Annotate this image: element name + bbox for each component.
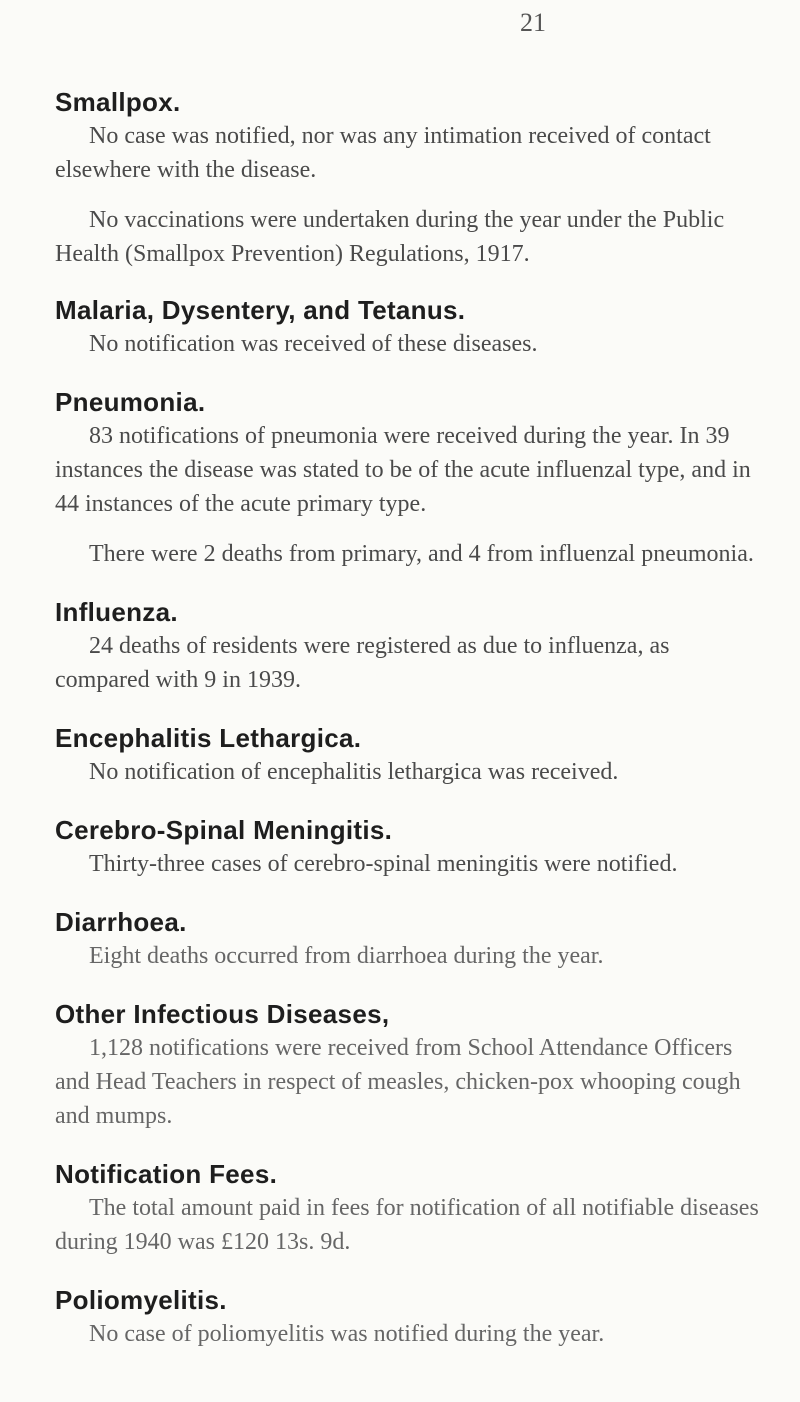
section-paragraph: 1,128 notifications were received from School Attendance Officers and Head Teachers in respect of measles, chicken-pox whooping cough and mumps.: [55, 1035, 741, 1129]
section-paragraph: No case of poliomyelitis was notified during the year.: [89, 1321, 605, 1347]
section-poliomyelitis: [55, 1283, 770, 1351]
section-heading: Pneumonia.: [55, 387, 206, 417]
section-paragraph: The total amount paid in fees for notification of all notifiable diseases during 1940 was £120 13s. 9d.: [55, 1195, 759, 1255]
section-heading: Notification Fees.: [55, 1159, 278, 1189]
section-paragraph: 83 notifications of pneumonia were received during the year. In 39 instances the disease was stated to be of the acute influenzal type, and in 44 instances of the acute primary type.: [55, 423, 751, 517]
section-diarrhoea: [55, 905, 770, 973]
section-heading: Other Infectious Diseases,: [55, 999, 390, 1029]
section-heading: Diarrhoea.: [55, 907, 187, 937]
section-heading: Malaria, Dysentery, and Tetanus.: [55, 295, 466, 325]
section-heading: Encephalitis Lethargica.: [55, 723, 362, 753]
section-paragraph: No case was notified, nor was any intimation received of contact elsewhere with the disease.: [55, 123, 711, 183]
section-other-infectious-diseases: [55, 997, 770, 1133]
section-heading: Cerebro-Spinal Meningitis.: [55, 815, 393, 845]
section-paragraph: Thirty-three cases of cerebro-spinal meningitis were notified.: [89, 851, 678, 877]
section-paragraph: Eight deaths occurred from diarrhoea during the year.: [89, 943, 604, 969]
section-paragraph: No vaccinations were undertaken during the year under the Public Health (Smallpox Prevention) Regulations, 1917.: [55, 207, 725, 267]
section-smallpox: [55, 85, 770, 271]
section-heading: Influenza.: [55, 597, 178, 627]
document-body: [55, 55, 770, 1351]
section-paragraph: 24 deaths of residents were registered as due to influenza, as compared with 9 in 1939.: [55, 633, 670, 693]
page-number: 21: [520, 8, 546, 37]
section-heading: Smallpox.: [55, 87, 181, 117]
section-encephalitis-lethargica: [55, 721, 770, 789]
section-pneumonia: [55, 385, 770, 571]
section-notification-fees: [55, 1157, 770, 1259]
section-heading: Poliomyelitis.: [55, 1285, 227, 1315]
section-paragraph: No notification was received of these diseases.: [89, 331, 538, 357]
section-paragraph: No notification of encephalitis lethargica was received.: [89, 759, 619, 785]
section-cerebro-spinal-meningitis: [55, 813, 770, 881]
section-malaria-dysentery-tetanus: [55, 293, 770, 361]
section-paragraph: There were 2 deaths from primary, and 4 from influenzal pneumonia.: [89, 541, 754, 567]
section-influenza: [55, 595, 770, 697]
